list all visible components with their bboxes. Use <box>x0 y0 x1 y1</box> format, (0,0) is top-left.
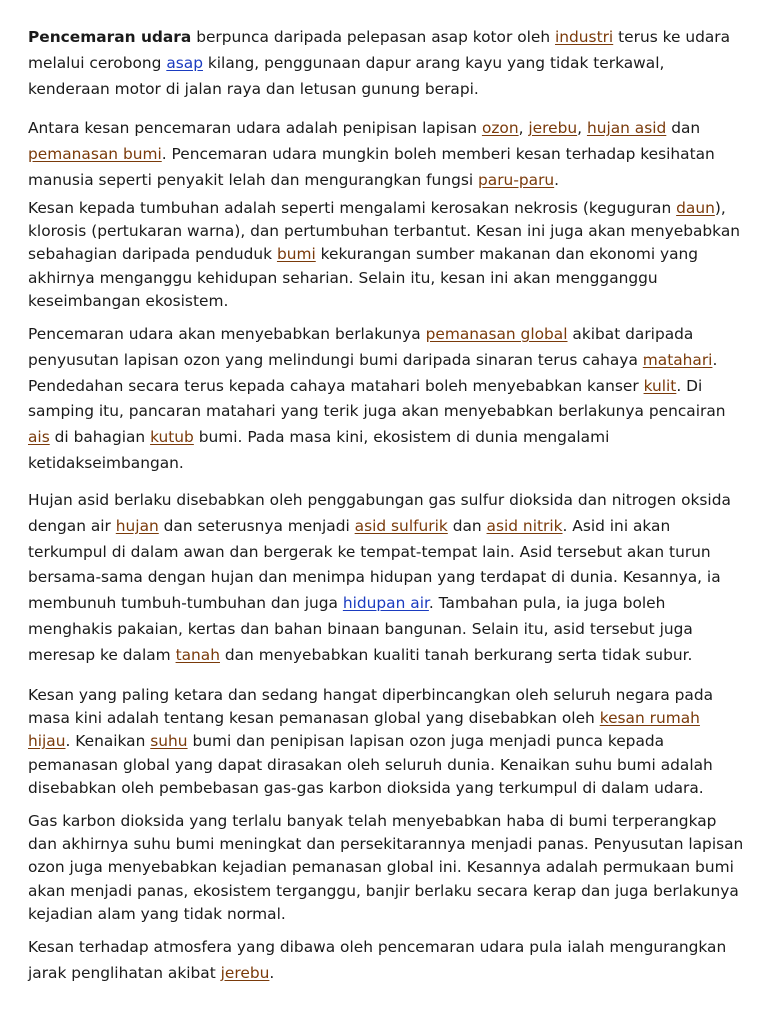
link-hujan-asid[interactable]: hujan asid <box>586 119 667 137</box>
paragraph-2 <box>28 116 744 193</box>
text-run: . Asid ini akan terkumpul di dalam awan dan bergerak ke tempat-tempat lain. Asid tersebut akan turun bersama-sama dengan hujan dan menimpa hidupan yang terdapat di dunia. Kesannya, ia membunuh tumbuh-tumbuhan dan juga <box>28 516 721 613</box>
link-daun[interactable]: daun <box>676 199 715 217</box>
text-run: dan seterusnya menjadi <box>158 516 355 535</box>
link-ais[interactable]: ais <box>28 428 50 447</box>
text-run: Kesan yang paling ketara dan sedang hangat diperbincangkan oleh seluruh negara pada masa kini adalah tentang kesan pemanasan global yang disebabkan oleh <box>28 686 714 728</box>
link-asid-nitrik[interactable]: asid nitrik <box>486 516 563 535</box>
link-kutub[interactable]: kutub <box>150 428 194 447</box>
paragraph-1 <box>28 25 744 102</box>
text-run: . Pencemaran udara mungkin boleh memberi kesan terhadap kesihatan manusia seperti penyakit lelah dan mengurangkan fungsi <box>28 144 715 189</box>
text-run: Hujan asid berlaku disebabkan oleh penggabungan gas sulfur dioksida dan nitrogen oksida dengan air <box>28 491 731 535</box>
paragraph-6 <box>28 684 744 800</box>
paragraph-5 <box>28 488 744 669</box>
text-run: dan <box>666 119 701 137</box>
text-run: . <box>554 170 560 189</box>
text-run: . Di samping itu, pancaran matahari yang terik juga akan menyebabkan berlakunya pencairan <box>28 376 726 421</box>
paragraph-8 <box>28 935 744 987</box>
link-industri[interactable]: industri <box>555 28 614 46</box>
text-run: Kesan kepada tumbuhan adalah seperti mengalami kerosakan nekrosis (keguguran <box>28 199 677 217</box>
text-run: bumi dan penipisan lapisan ozon juga menjadi punca kepada pemanasan global yang dapat dirasakan oleh seluruh dunia. Kenaikan suhu bumi adalah disebabkan oleh pembebasan gas-gas karbon dioksida yang terkumpul di dalam udara. <box>28 732 713 797</box>
link-jerebu[interactable]: jerebu <box>220 963 270 982</box>
link-bumi[interactable]: bumi <box>276 245 316 264</box>
link-jerebu[interactable]: jerebu <box>528 119 578 137</box>
link-pemanasan-bumi[interactable]: pemanasan bumi <box>28 144 162 163</box>
text-run: , <box>518 119 529 137</box>
link-suhu[interactable]: suhu <box>150 732 188 751</box>
paragraph-4 <box>28 322 744 477</box>
paragraph-7 <box>28 810 744 926</box>
link-matahari[interactable]: matahari <box>642 350 713 369</box>
paragraph-3 <box>28 197 744 313</box>
text-run: , <box>577 119 587 137</box>
text-run: terus ke udara melalui cerobong <box>28 28 731 72</box>
text-run: . Tambahan pula, ia juga boleh menghakis pakaian, kertas dan bahan binaan bangunan. Selain itu, asid tersebut juga meresap ke dalam <box>28 594 693 664</box>
text-run: Gas karbon dioksida yang terlalu banyak telah menyebabkan haba di bumi terperangkap dan akhirnya suhu bumi meningkat dan persekitarannya menjadi panas. Penyusutan lapisan ozon juga menyebabkan kejadian pemanasan global ini. Kesannya adalah permukaan bumi akan menjadi panas, ekosistem terganggu, banjir berlaku secara kerap dan juga berlakunya kejadian alam yang tidak normal. <box>28 812 744 923</box>
link-hujan[interactable]: hujan <box>115 516 159 535</box>
link-asid-sulfurik[interactable]: asid sulfurik <box>354 516 448 535</box>
link-kesan-rumah-hijau[interactable]: kesan rumah hijau <box>28 709 700 751</box>
text-run: dan menyebabkan kualiti tanah berkurang serta tidak subur. <box>219 645 693 664</box>
text-run: . <box>269 963 275 982</box>
link-pemanasan-global[interactable]: pemanasan global <box>425 325 568 343</box>
text-run: akibat daripada penyusutan lapisan ozon yang melindungi bumi daripada sinaran terus cahaya <box>28 325 694 369</box>
text-run: Kesan terhadap atmosfera yang dibawa oleh pencemaran udara pula ialah mengurangkan jarak penglihatan akibat <box>28 938 727 982</box>
link-ozon[interactable]: ozon <box>481 119 519 137</box>
text-run: kilang, penggunaan dapur arang kayu yang tidak terkawal, kenderaan motor di jalan raya dan letusan gunung berapi. <box>28 53 665 98</box>
text-run: Pencemaran udara akan menyebabkan berlakunya <box>28 325 426 343</box>
text-run: bumi. Pada masa kini, ekosistem di dunia mengalami ketidakseimbangan. <box>28 428 610 472</box>
text-run: berpunca daripada pelepasan asap kotor oleh <box>191 28 555 46</box>
bold-term: Pencemaran udara <box>28 28 192 46</box>
text-run: dan <box>447 516 487 535</box>
text-run: di bahagian <box>49 428 151 447</box>
text-run: . Kenaikan <box>65 732 151 751</box>
text-run: ), klorosis (pertukaran warna), dan pertumbuhan terbantut. Kesan ini juga akan menyebabkan sebahagian daripada penduduk <box>28 199 741 264</box>
text-run: Antara kesan pencemaran udara adalah penipisan lapisan <box>28 119 482 137</box>
link-kulit[interactable]: kulit <box>643 376 677 395</box>
link-asap[interactable]: asap <box>166 53 203 72</box>
link-tanah[interactable]: tanah <box>175 645 220 664</box>
link-hidupan-air[interactable]: hidupan air <box>342 594 429 613</box>
text-run: . Pendedahan secara terus kepada cahaya matahari boleh menyebabkan kanser <box>28 350 718 395</box>
text-run: kekurangan sumber makanan dan ekonomi yang akhirnya menganggu kehidupan seharian. Selain itu, kesan ini akan mengganggu keseimbangan ekosistem. <box>28 245 699 310</box>
link-paru-paru[interactable]: paru-paru <box>478 170 555 189</box>
